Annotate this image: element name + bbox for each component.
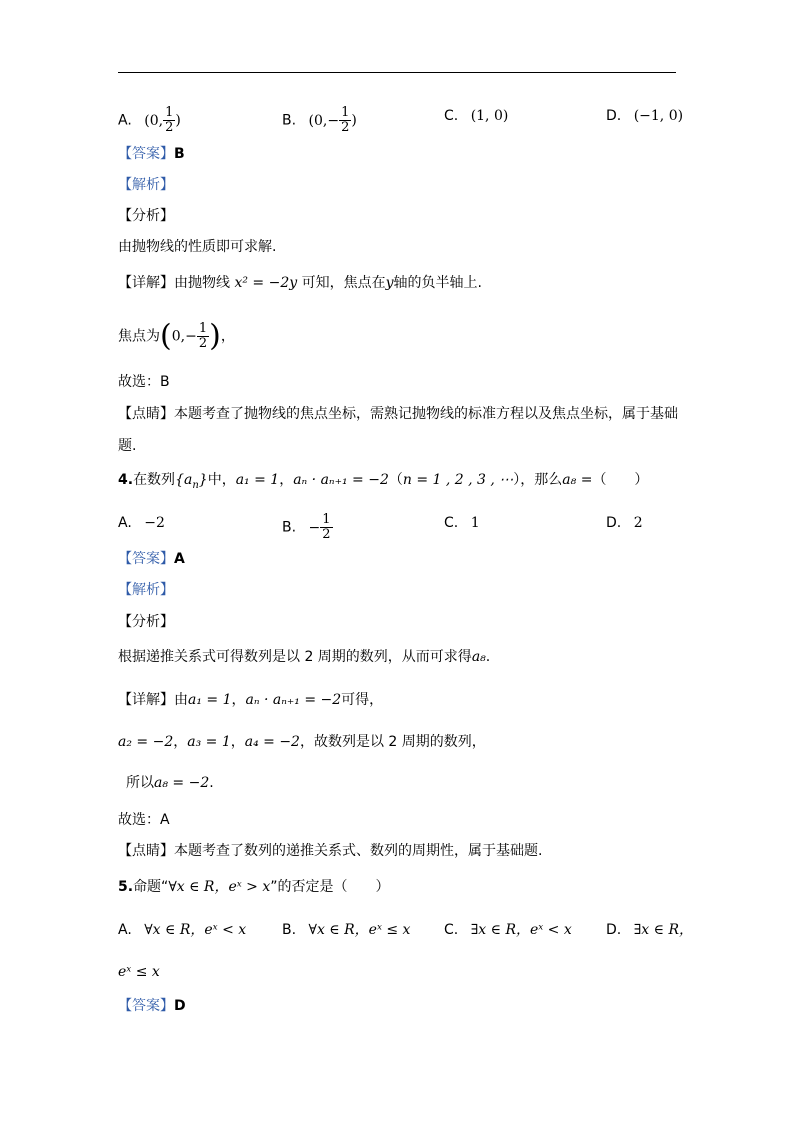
q4-jiexi-heading: 【解析】 (118, 582, 174, 598)
q4-line3: 所以a₈ = −2. (126, 775, 214, 791)
q3-dianjing-1: 【点睛】本题考查了抛物线的焦点坐标，需熟记抛物线的标准方程以及焦点坐标，属于基础 (118, 406, 678, 422)
q5-option-c: C. ∃x ∈ R，eˣ < x (444, 922, 572, 938)
q4-line2: a₂ = −2，a₃ = 1，a₄ = −2，故数列是以 2 周期的数列， (118, 734, 486, 750)
fraction: $\frac{1}{2}$ (165, 105, 174, 135)
q4-option-a: A. −2 (118, 515, 165, 531)
q3-dianjing-2: 题. (118, 438, 137, 454)
fraction: $\frac{1}{2}$ (341, 105, 350, 135)
fraction: $\frac{1}{2}$ (322, 512, 331, 542)
q4-guxuan: 故选：A (118, 812, 170, 828)
q4-fenxi-heading: 【分析】 (118, 614, 174, 630)
q4-option-b: B. − $\frac{1}{2}$ (282, 512, 331, 542)
q4-option-d: D. 2 (606, 515, 643, 531)
q5-answer: 【答案】D (118, 998, 186, 1014)
q5-option-d-cont: eˣ ≤ x (118, 964, 160, 980)
q3-fenxi-text: 由抛物线的性质即可求解. (118, 239, 277, 255)
q3-option-c: C. (1, 0) (444, 108, 509, 124)
q5-stem: 5.命题“∀x ∈ R，eˣ > x”的否定是（ ） (118, 879, 390, 895)
q3-guxuan: 故选：B (118, 374, 170, 390)
q4-answer: 【答案】A (118, 551, 185, 567)
q3-xiangjie: 【详解】由抛物线 x² = −2y 可知，焦点在y轴的负半轴上. (118, 275, 482, 291)
q4-option-c: C. 1 (444, 515, 480, 531)
q3-option-d: D. (−1, 0) (606, 108, 684, 124)
q3-option-a: A. (0, $\frac{1}{2}$ ) (118, 105, 181, 135)
q4-stem: 4.在数列$\{a_n\}$中，a₁ = 1，aₙ · aₙ₊₁ = −2（n = 1 , 2 , 3 , ⋯），那么a₈ =（ ） (118, 472, 649, 491)
q3-answer: 【答案】B (118, 146, 185, 162)
q4-dianjing: 【点睛】本题考查了数列的递推关系式、数列的周期性，属于基础题. (118, 843, 543, 859)
q5-option-d: D. ∃x ∈ R， (606, 922, 693, 938)
q5-option-a: A. ∀x ∈ R，eˣ < x (118, 922, 247, 938)
q3-fenxi-heading: 【分析】 (118, 208, 174, 224)
q5-option-b: B. ∀x ∈ R，eˣ ≤ x (282, 922, 411, 938)
q3-focus-line: 焦点为(0,− $\frac{1}{2}$ )， (118, 318, 235, 354)
q3-option-b: B. (0,− $\frac{1}{2}$ ) (282, 105, 357, 135)
header-rule (118, 72, 676, 73)
q4-fenxi-text: 根据递推关系式可得数列是以 2 周期的数列，从而可求得a₈. (118, 649, 491, 665)
q3-jiexi-heading: 【解析】 (118, 177, 174, 193)
fraction: $\frac{1}{2}$ (198, 321, 208, 351)
q4-xiangjie: 【详解】由a₁ = 1，aₙ · aₙ₊₁ = −2可得， (118, 692, 384, 708)
